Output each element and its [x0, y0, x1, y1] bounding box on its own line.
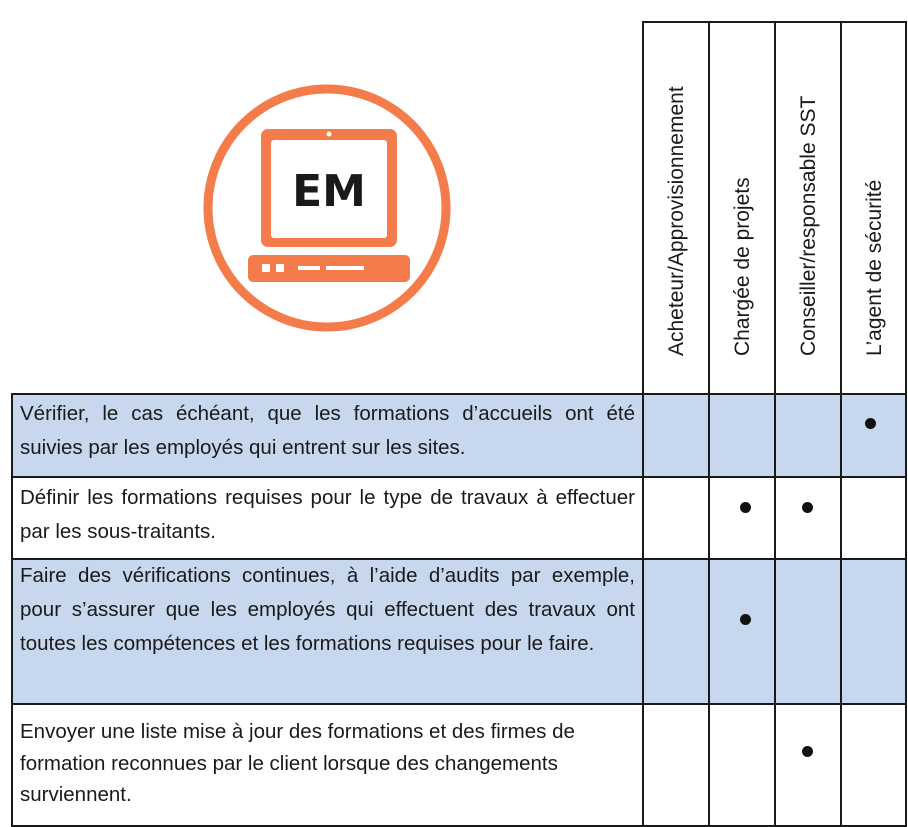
task-text-4: Envoyer une liste mise à jour des formations et des firmes de formation reconnues par le client lorsque des changements surviennent. — [20, 720, 575, 806]
role-header-2 — [709, 22, 775, 394]
role-label-2: Chargée de projets — [731, 177, 754, 356]
role-label-1: Acheteur/Approvisionnement — [665, 86, 688, 356]
laptop-icon — [202, 83, 452, 333]
task-text-3: Faire des vérifications continues, à l’aide d’audits par exemple, pour s’assurer que les employés qui effectuent des travaux ont toutes les compétences et les formations requises pour le faire. — [20, 564, 635, 655]
role-header-4 — [841, 22, 907, 394]
role-label-4: L’agent de sécurité — [863, 179, 886, 356]
task-text-1: Vérifier, le cas échéant, que les formations d’accueils ont été suivies par les employés qui entrent sur les sites. — [20, 402, 635, 459]
role-header-3 — [775, 22, 841, 394]
role-label-3: Conseiller/responsable SST — [797, 95, 820, 356]
task-text-2: Définir les formations requises pour le type de travaux à effectuer par les sous-traitants. — [20, 486, 635, 543]
mark-row2-chargee — [740, 502, 751, 513]
mark-row3-chargee — [740, 614, 751, 625]
role-header-1 — [643, 22, 709, 394]
mark-row4-conseiller — [802, 746, 813, 757]
mark-row2-conseiller — [802, 502, 813, 513]
logo-text: EM — [292, 166, 366, 217]
mark-row1-agent — [865, 418, 876, 429]
em-logo — [202, 83, 452, 333]
